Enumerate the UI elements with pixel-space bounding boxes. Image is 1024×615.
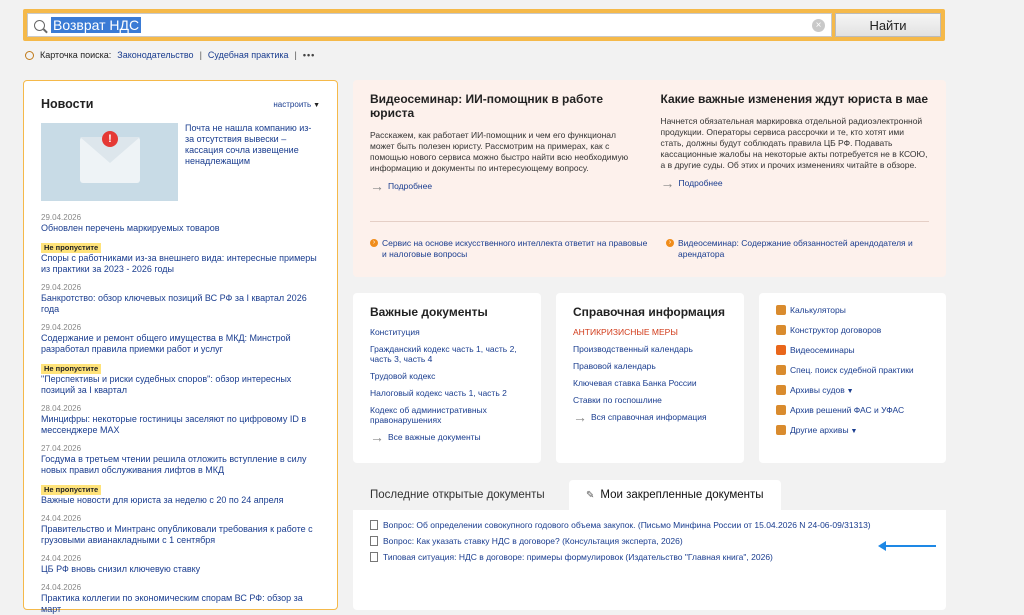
- archive-icon: [776, 385, 786, 395]
- tool-court-archives[interactable]: Архивы судов ▼: [776, 385, 929, 395]
- important-docs-title: Важные документы: [370, 305, 488, 319]
- promo-left-more[interactable]: → Подробнее: [370, 178, 433, 194]
- separator: |: [199, 50, 202, 60]
- news-date: 29.04.2026: [41, 323, 82, 332]
- document-icon: [370, 536, 378, 546]
- news-panel: [23, 80, 338, 614]
- news-item: [41, 583, 320, 615]
- document-row[interactable]: Вопрос: Об определении совокупного годового объема закупок. (Письмо Минфина России от 15.04.2026 N 24-06-09/31313): [370, 520, 929, 530]
- news-item: [41, 242, 320, 275]
- arrow-right-icon: →: [660, 175, 675, 191]
- tool-contract-builder[interactable]: Конструктор договоров: [776, 325, 929, 335]
- video-icon: [776, 345, 786, 355]
- orange-arrow-icon: ›: [666, 239, 674, 247]
- dont-miss-badge: Не пропустите: [41, 243, 101, 253]
- document-icon: [370, 520, 378, 530]
- news-link[interactable]: Минцифры: некоторые гостиницы заселяют по цифровому ID в мессенджере MAX: [41, 414, 307, 435]
- news-item: [41, 213, 320, 234]
- important-docs-card: [353, 293, 541, 463]
- news-link[interactable]: Правительство и Минтранс опубликовали требования к работе с грузовыми авианакладными с 1 сентября: [41, 524, 313, 545]
- arrow-right-icon: →: [370, 178, 384, 194]
- court-search-icon: [776, 365, 786, 375]
- doc-link[interactable]: Налоговый кодекс часть 1, часть 2: [370, 388, 507, 398]
- news-date: 24.04.2026: [41, 514, 82, 523]
- news-link[interactable]: ЦБ РФ вновь снизил ключевую ставку: [41, 564, 201, 574]
- doc-link[interactable]: Конституция: [370, 327, 420, 337]
- separator: |: [294, 50, 297, 60]
- ref-link[interactable]: Ставки по госпошлине: [573, 395, 662, 405]
- news-link[interactable]: "Перспективы и риски судебных споров": обзор интересных позиций за I квартал: [41, 374, 292, 395]
- ref-link-anticrisis[interactable]: АНТИКРИЗИСНЫЕ МЕРЫ: [573, 327, 678, 337]
- news-date: 24.04.2026: [41, 554, 82, 563]
- promo-left-text: Расскажем, как работает ИИ-помощник и чем его функционал может быть полезен юристу. Рассмотрим на примерах, как с помощью нового сервиса можно быстро найти всю необходимую информацию и документы по интересующему вопросу.: [370, 130, 629, 173]
- search-bar: [23, 9, 945, 41]
- news-item: [41, 323, 320, 355]
- news-item: [41, 404, 320, 436]
- tools-card: [759, 293, 946, 463]
- search-input[interactable]: Возврат НДС: [53, 17, 140, 33]
- orange-arrow-icon: ›: [370, 239, 378, 247]
- news-date: 29.04.2026: [41, 283, 82, 292]
- featured-news[interactable]: [41, 123, 320, 201]
- tab-recent-documents[interactable]: Последние открытые документы: [353, 480, 569, 510]
- document-row[interactable]: Типовая ситуация: НДС в договоре: примеры формулировок (Издательство "Главная книга", 2026): [370, 552, 929, 562]
- tool-calculators[interactable]: Калькуляторы: [776, 305, 929, 315]
- news-link[interactable]: Практика коллегии по экономическим спорам ВС РФ: обзор за март: [41, 593, 303, 614]
- featured-news-link[interactable]: Почта не нашла компанию из-за отсутствия вывески – кассация сочла извещение ненадлежащим: [185, 123, 312, 166]
- news-date: 27.04.2026: [41, 444, 82, 453]
- contract-icon: [776, 325, 786, 335]
- doc-link[interactable]: Кодекс об административных правонарушениях: [370, 405, 487, 425]
- promo-bottom-link-ai[interactable]: › Сервис на основе искусственного интеллекта ответит на правовые и налоговые вопросы: [370, 238, 648, 260]
- search-box[interactable]: [27, 13, 832, 37]
- news-item: [41, 554, 320, 575]
- news-item: [41, 484, 320, 506]
- news-title: Новости: [41, 97, 94, 111]
- search-card-label: Карточка поиска:: [40, 50, 112, 60]
- doc-link[interactable]: Трудовой кодекс: [370, 371, 436, 381]
- news-item: [41, 444, 320, 476]
- promo-panel: [353, 80, 946, 277]
- link-court-practice[interactable]: Судебная практика: [207, 50, 289, 60]
- news-item: [41, 283, 320, 315]
- news-link[interactable]: Госдума в третьем чтении решила отложить вступление в силу новых правил обслуживания лифтов в МКД: [41, 454, 307, 475]
- envelope-image: [41, 123, 178, 201]
- promo-right-text: Начнется обязательная маркировка отдельной радиоэлектронной продукции. Операторы сервиса рассрочки и те, кто хотят ими стать, должны будут соблюдать правила ЦБ РФ. Подавать кассационные жалобы на некоторые акты потребуется не в КСОЮ, а в другие суды. Об этих и прочих изменениях читайте в обзоре.: [660, 116, 928, 170]
- promo-right-more[interactable]: → Подробнее: [660, 175, 723, 191]
- calculator-icon: [776, 305, 786, 315]
- more-icon[interactable]: •••: [302, 50, 316, 60]
- document-icon: [370, 552, 378, 562]
- arrow-right-icon: →: [370, 429, 384, 445]
- customize-dropdown[interactable]: настроить ▼: [273, 100, 320, 109]
- news-link[interactable]: Обновлен перечень маркируемых товаров: [41, 223, 220, 233]
- news-item: [41, 514, 320, 546]
- find-button[interactable]: Найти: [835, 13, 941, 37]
- news-date: 24.04.2026: [41, 583, 82, 592]
- clear-icon[interactable]: ×: [812, 19, 825, 32]
- search-icon: [34, 20, 45, 31]
- documents-panel: [353, 480, 946, 610]
- promo-left-title[interactable]: Видеосеминар: ИИ-помощник в работе юриста: [370, 92, 604, 120]
- archive-icon: [776, 405, 786, 415]
- annotation-arrow-icon: [880, 545, 936, 547]
- tool-video-seminars[interactable]: Видеосеминары: [776, 345, 929, 355]
- quick-links: [25, 50, 315, 60]
- link-legislation[interactable]: Законодательство: [117, 50, 194, 60]
- dont-miss-badge: Не пропустите: [41, 364, 101, 374]
- tab-pinned-documents[interactable]: ✎ Мои закрепленные документы: [569, 480, 781, 510]
- promo-bottom-link-seminar[interactable]: › Видеосеминар: Содержание обязанностей арендодателя и арендатора: [666, 238, 944, 260]
- arrow-right-icon: →: [573, 409, 587, 425]
- tool-other-archives[interactable]: Другие архивы ▼: [776, 425, 929, 435]
- news-link[interactable]: Важные новости для юриста за неделю с 20 по 24 апреля: [41, 495, 284, 505]
- search-card-icon: [25, 51, 34, 60]
- all-reference-link[interactable]: → Вся справочная информация: [573, 409, 707, 425]
- archive-icon: [776, 425, 786, 435]
- news-link[interactable]: Банкротство: обзор ключевых позиций ВС РФ за I квартал 2026 года: [41, 293, 307, 314]
- ref-link[interactable]: Производственный календарь: [573, 344, 693, 354]
- tool-fas-archive[interactable]: Архив решений ФАС и УФАС: [776, 405, 929, 415]
- news-link[interactable]: Споры с работниками из-за внешнего вида: интересные примеры из практики за 2023 - 2026 годы: [41, 253, 317, 274]
- tool-court-search[interactable]: Спец. поиск судебной практики: [776, 365, 929, 375]
- news-date: 29.04.2026: [41, 213, 82, 222]
- document-row[interactable]: Вопрос: Как указать ставку НДС в договоре? (Консультация эксперта, 2026): [370, 536, 929, 546]
- doc-link[interactable]: Гражданский кодекс часть 1, часть 2, часть 3, часть 4: [370, 344, 517, 364]
- ref-link[interactable]: Правовой календарь: [573, 361, 656, 371]
- alert-icon: !: [102, 131, 118, 147]
- reference-title: Справочная информация: [573, 305, 726, 319]
- pin-icon: ✎: [586, 489, 595, 501]
- reference-card: [556, 293, 744, 463]
- news-date: 28.04.2026: [41, 404, 82, 413]
- all-important-docs-link[interactable]: → Все важные документы: [370, 429, 481, 445]
- ref-link[interactable]: Ключевая ставка Банка России: [573, 378, 697, 388]
- news-item: [41, 363, 320, 396]
- promo-right-title[interactable]: Какие важные изменения ждут юриста в мае: [660, 92, 929, 106]
- divider: [370, 221, 929, 222]
- dont-miss-badge: Не пропустите: [41, 485, 101, 495]
- news-link[interactable]: Содержание и ремонт общего имущества в МКД: Минстрой разработал правила приемки работ и услуг: [41, 333, 291, 354]
